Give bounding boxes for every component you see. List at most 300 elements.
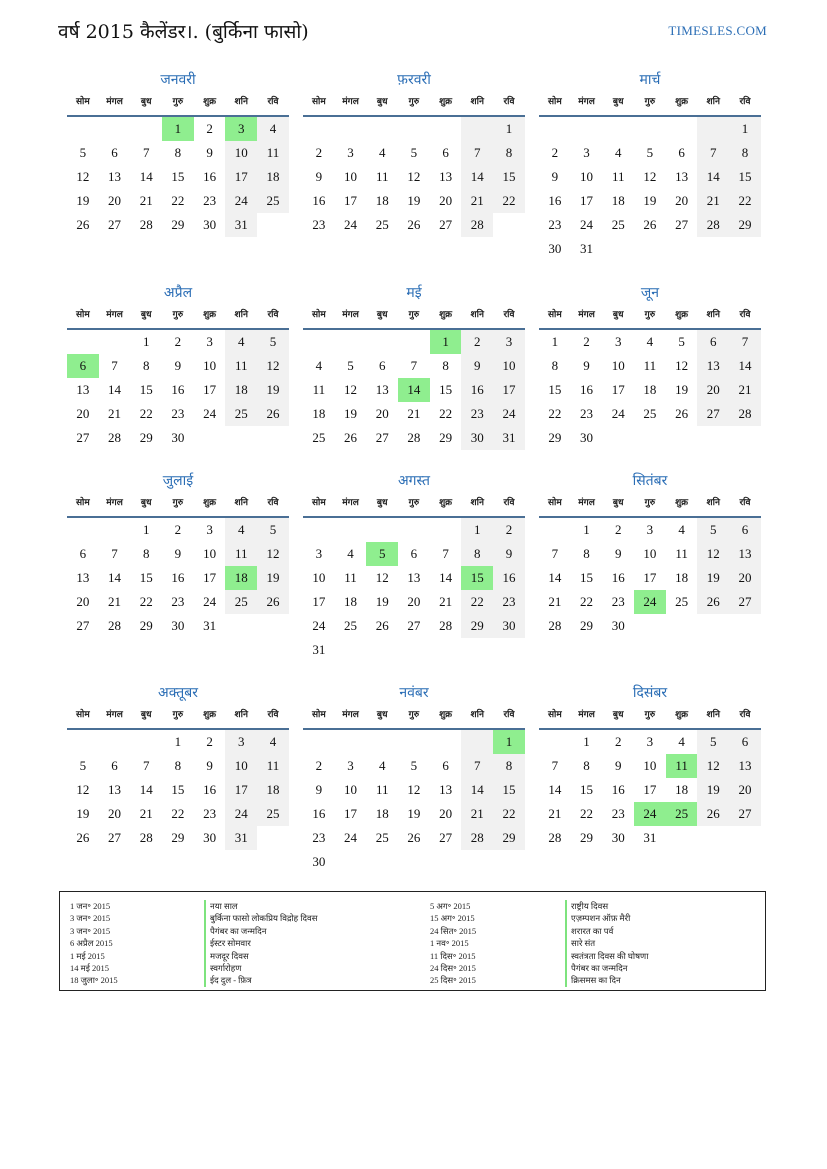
weekday-label: शुक्र bbox=[675, 310, 689, 320]
weekday-label: मंगल bbox=[342, 310, 359, 320]
day-blank bbox=[430, 730, 462, 754]
day-cell: 28 bbox=[407, 430, 421, 445]
weekday-label: मंगल bbox=[106, 498, 123, 508]
holiday-name: सारे संत bbox=[565, 937, 648, 949]
day-cell: 18 bbox=[375, 193, 389, 208]
day-cell: 19 bbox=[697, 566, 729, 590]
day-grid bbox=[539, 117, 761, 261]
weekday-label: शुक्र bbox=[439, 498, 453, 508]
day-blank bbox=[99, 730, 131, 754]
day-cell: 17 bbox=[312, 594, 326, 609]
day-cell: 10 bbox=[611, 358, 625, 373]
day-cell: 8 bbox=[551, 358, 559, 373]
month-4 bbox=[67, 282, 289, 450]
day-cell: 13 bbox=[375, 382, 389, 397]
holiday-name: ईस्टर सोमवार bbox=[204, 937, 318, 949]
day-cell: 6 bbox=[729, 730, 761, 754]
day-cell: 19 bbox=[375, 594, 389, 609]
weekday-label: सोम bbox=[547, 310, 562, 320]
day-cell: 7 bbox=[410, 358, 418, 373]
day-cell: 16 bbox=[611, 782, 625, 797]
day-cell: 10 bbox=[344, 782, 358, 797]
day-cell: 21 bbox=[407, 406, 421, 421]
day-blank bbox=[335, 117, 367, 141]
day-cell: 22 bbox=[461, 590, 493, 614]
day-cell: 19 bbox=[643, 193, 657, 208]
day-cell: 30 bbox=[580, 430, 594, 445]
weekday-label: रवि bbox=[503, 710, 515, 720]
weekday-label: गुरु bbox=[644, 498, 656, 508]
day-cell: 7 bbox=[461, 754, 493, 778]
day-cell: 9 bbox=[315, 782, 323, 797]
day-cell: 6 bbox=[442, 145, 449, 160]
month-5 bbox=[303, 282, 525, 450]
day-cell: 7 bbox=[461, 141, 493, 165]
day-cell-holiday: 15 bbox=[461, 566, 493, 590]
weekday-label: मंगल bbox=[578, 310, 595, 320]
weekday-label: सोम bbox=[547, 498, 562, 508]
day-cell: 23 bbox=[203, 193, 217, 208]
weekday-label: सोम bbox=[75, 97, 90, 107]
month-name: जुलाई bbox=[162, 473, 194, 489]
day-cell: 13 bbox=[407, 570, 421, 585]
weekday-header bbox=[539, 304, 761, 330]
day-cell: 15 bbox=[729, 165, 761, 189]
day-cell: 7 bbox=[442, 546, 449, 561]
day-cell: 26 bbox=[257, 590, 289, 614]
weekday-header bbox=[539, 91, 761, 117]
day-cell: 12 bbox=[643, 169, 657, 184]
day-cell: 28 bbox=[697, 213, 729, 237]
day-cell: 20 bbox=[439, 193, 453, 208]
day-cell: 3 bbox=[206, 522, 213, 537]
day-cell: 27 bbox=[675, 217, 689, 232]
holiday-date: 3 जन॰ 2015 bbox=[70, 925, 111, 936]
weekday-label: शनि bbox=[706, 310, 720, 320]
day-cell: 31 bbox=[312, 642, 326, 657]
day-cell: 27 bbox=[108, 830, 122, 845]
day-cell: 1 bbox=[493, 117, 525, 141]
weekday-label: शुक्र bbox=[203, 498, 217, 508]
weekday-label: शुक्र bbox=[675, 498, 689, 508]
day-cell: 14 bbox=[461, 165, 493, 189]
weekday-label: गुरु bbox=[644, 97, 656, 107]
day-cell: 23 bbox=[203, 806, 217, 821]
weekday-label: शुक्र bbox=[439, 710, 453, 720]
day-cell: 4 bbox=[257, 117, 289, 141]
day-cell: 27 bbox=[76, 430, 90, 445]
day-blank bbox=[335, 730, 367, 754]
holiday-date: 18 जुला॰ 2015 bbox=[70, 975, 118, 986]
month-name: सितंबर bbox=[632, 473, 668, 489]
day-cell: 21 bbox=[461, 189, 493, 213]
day-grid bbox=[67, 330, 289, 450]
day-cell: 12 bbox=[257, 354, 289, 378]
weekday-label: मंगल bbox=[342, 97, 359, 107]
day-cell: 24 bbox=[225, 802, 257, 826]
day-cell: 9 bbox=[174, 546, 182, 561]
day-cell-holiday: 6 bbox=[67, 354, 99, 378]
day-cell: 11 bbox=[257, 141, 289, 165]
day-cell: 12 bbox=[257, 542, 289, 566]
weekday-label: शनि bbox=[470, 97, 484, 107]
day-cell: 31 bbox=[493, 426, 525, 450]
day-cell: 27 bbox=[439, 830, 453, 845]
day-grid bbox=[303, 330, 525, 450]
day-cell: 5 bbox=[410, 758, 418, 773]
day-cell: 29 bbox=[548, 430, 562, 445]
day-cell: 27 bbox=[76, 618, 90, 633]
day-cell: 10 bbox=[493, 354, 525, 378]
day-cell: 25 bbox=[257, 802, 289, 826]
weekday-label: रवि bbox=[739, 310, 751, 320]
day-blank bbox=[335, 330, 367, 354]
day-cell: 10 bbox=[580, 169, 594, 184]
day-cell: 5 bbox=[257, 518, 289, 542]
weekday-label: बुध bbox=[612, 498, 624, 508]
day-grid bbox=[539, 730, 761, 850]
day-cell: 22 bbox=[171, 806, 185, 821]
day-cell: 16 bbox=[203, 169, 217, 184]
day-cell: 8 bbox=[442, 358, 449, 373]
weekday-label: सोम bbox=[311, 97, 326, 107]
day-cell: 2 bbox=[174, 522, 182, 537]
day-cell: 17 bbox=[643, 782, 657, 797]
day-blank bbox=[539, 730, 571, 754]
day-cell: 31 bbox=[225, 826, 257, 850]
day-cell: 29 bbox=[493, 826, 525, 850]
day-blank bbox=[539, 117, 571, 141]
weekday-label: मंगल bbox=[106, 97, 123, 107]
day-cell: 12 bbox=[697, 754, 729, 778]
weekday-label: गुरु bbox=[408, 97, 420, 107]
month-name: नवंबर bbox=[399, 685, 429, 701]
weekday-label: बुध bbox=[140, 310, 152, 320]
day-cell: 31 bbox=[203, 618, 217, 633]
brand-link[interactable]: TIMESLES.COM bbox=[668, 23, 767, 38]
day-cell: 23 bbox=[312, 217, 326, 232]
day-cell-holiday: 11 bbox=[666, 754, 698, 778]
month-name: मई bbox=[406, 285, 422, 301]
day-cell: 28 bbox=[548, 618, 562, 633]
weekday-label: गुरु bbox=[172, 310, 184, 320]
weekday-label: सोम bbox=[311, 498, 326, 508]
legend-names-right bbox=[565, 900, 648, 987]
day-blank bbox=[67, 330, 99, 354]
day-cell: 10 bbox=[203, 546, 217, 561]
weekday-label: शनि bbox=[470, 710, 484, 720]
day-blank bbox=[539, 518, 571, 542]
weekday-label: शनि bbox=[470, 498, 484, 508]
weekday-header bbox=[303, 704, 525, 730]
weekday-label: सोम bbox=[547, 710, 562, 720]
day-cell: 26 bbox=[344, 430, 358, 445]
day-cell: 25 bbox=[675, 594, 689, 609]
day-cell: 14 bbox=[729, 354, 761, 378]
day-cell: 2 bbox=[461, 330, 493, 354]
day-cell: 16 bbox=[171, 382, 185, 397]
day-cell: 30 bbox=[548, 241, 562, 256]
day-blank bbox=[99, 117, 131, 141]
weekday-label: गुरु bbox=[172, 498, 184, 508]
legend-dates-right bbox=[430, 900, 476, 987]
day-cell: 13 bbox=[729, 754, 761, 778]
day-cell: 6 bbox=[378, 358, 386, 373]
day-cell: 12 bbox=[407, 169, 421, 184]
day-cell-holiday: 18 bbox=[225, 566, 257, 590]
day-cell: 7 bbox=[697, 141, 729, 165]
day-cell: 7 bbox=[551, 546, 559, 561]
day-grid bbox=[303, 117, 525, 237]
day-grid bbox=[303, 730, 525, 874]
day-cell: 22 bbox=[493, 802, 525, 826]
day-cell: 19 bbox=[76, 193, 90, 208]
day-cell: 1 bbox=[142, 334, 150, 349]
day-blank bbox=[461, 730, 493, 754]
month-1 bbox=[67, 69, 289, 237]
day-cell: 18 bbox=[225, 378, 257, 402]
day-cell: 20 bbox=[76, 406, 90, 421]
day-cell: 25 bbox=[611, 217, 625, 232]
day-cell: 16 bbox=[493, 566, 525, 590]
day-cell: 7 bbox=[111, 358, 118, 373]
day-cell: 28 bbox=[108, 618, 122, 633]
day-grid bbox=[539, 330, 761, 450]
day-cell: 12 bbox=[76, 782, 90, 797]
day-cell-holiday: 1 bbox=[162, 117, 194, 141]
day-cell: 20 bbox=[407, 594, 421, 609]
day-cell: 17 bbox=[580, 193, 594, 208]
day-cell: 6 bbox=[111, 145, 118, 160]
weekday-label: गुरु bbox=[172, 710, 184, 720]
day-cell: 13 bbox=[108, 169, 122, 184]
holiday-date: 6 अप्रैल 2015 bbox=[70, 938, 113, 949]
day-cell-holiday: 3 bbox=[225, 117, 257, 141]
weekday-label: बुध bbox=[140, 498, 152, 508]
day-cell: 12 bbox=[407, 782, 421, 797]
month-name: दिसंबर bbox=[632, 685, 668, 701]
day-cell: 30 bbox=[171, 618, 185, 633]
day-cell: 1 bbox=[729, 117, 761, 141]
day-cell: 10 bbox=[225, 754, 257, 778]
weekday-label: शुक्र bbox=[439, 310, 453, 320]
day-cell: 4 bbox=[378, 758, 386, 773]
weekday-label: गुरु bbox=[408, 310, 420, 320]
weekday-label: शुक्र bbox=[203, 310, 217, 320]
weekday-label: गुरु bbox=[644, 710, 656, 720]
day-cell: 15 bbox=[439, 382, 453, 397]
weekday-label: शुक्र bbox=[439, 97, 453, 107]
day-cell: 5 bbox=[678, 334, 685, 349]
weekday-label: शुक्र bbox=[203, 97, 217, 107]
day-blank bbox=[67, 518, 99, 542]
day-cell: 24 bbox=[611, 406, 625, 421]
day-blank bbox=[366, 518, 398, 542]
month-name: अगस्त bbox=[397, 473, 430, 489]
day-cell: 8 bbox=[142, 358, 150, 373]
day-cell: 2 bbox=[614, 522, 622, 537]
holiday-name: स्वर्गारोहण bbox=[204, 962, 318, 974]
day-cell: 30 bbox=[493, 614, 525, 638]
day-cell: 15 bbox=[171, 782, 185, 797]
day-cell: 9 bbox=[206, 145, 213, 160]
day-blank bbox=[398, 730, 430, 754]
day-cell: 23 bbox=[548, 217, 562, 232]
day-cell: 5 bbox=[697, 518, 729, 542]
day-cell: 9 bbox=[614, 546, 622, 561]
weekday-label: सोम bbox=[75, 710, 90, 720]
day-blank bbox=[461, 117, 493, 141]
day-cell: 30 bbox=[171, 430, 185, 445]
day-cell: 14 bbox=[139, 169, 153, 184]
weekday-label: गुरु bbox=[408, 498, 420, 508]
day-cell: 30 bbox=[312, 854, 326, 869]
weekday-label: गुरु bbox=[408, 710, 420, 720]
weekday-label: गुरु bbox=[644, 310, 656, 320]
day-cell: 3 bbox=[493, 330, 525, 354]
day-cell: 11 bbox=[375, 782, 389, 797]
weekday-label: बुध bbox=[612, 97, 624, 107]
day-cell: 29 bbox=[580, 618, 594, 633]
day-cell: 15 bbox=[548, 382, 562, 397]
day-cell: 3 bbox=[347, 145, 354, 160]
holiday-date: 3 जन॰ 2015 bbox=[70, 913, 111, 924]
day-blank bbox=[398, 518, 430, 542]
day-cell: 11 bbox=[643, 358, 657, 373]
day-cell: 14 bbox=[548, 782, 562, 797]
weekday-label: शुक्र bbox=[675, 710, 689, 720]
day-cell: 15 bbox=[580, 782, 594, 797]
day-cell: 5 bbox=[79, 145, 87, 160]
day-cell: 10 bbox=[344, 169, 358, 184]
weekday-label: शनि bbox=[706, 710, 720, 720]
day-cell: 7 bbox=[729, 330, 761, 354]
weekday-label: बुध bbox=[376, 498, 388, 508]
day-grid bbox=[67, 117, 289, 237]
weekday-label: रवि bbox=[503, 310, 515, 320]
weekday-label: रवि bbox=[503, 97, 515, 107]
day-cell: 19 bbox=[344, 406, 358, 421]
day-blank bbox=[67, 117, 99, 141]
day-cell: 8 bbox=[461, 542, 493, 566]
day-blank bbox=[67, 730, 99, 754]
day-cell: 17 bbox=[493, 378, 525, 402]
day-cell: 28 bbox=[729, 402, 761, 426]
day-blank bbox=[303, 330, 335, 354]
day-cell: 15 bbox=[580, 570, 594, 585]
day-cell: 13 bbox=[675, 169, 689, 184]
day-cell: 22 bbox=[580, 594, 594, 609]
month-2 bbox=[303, 69, 525, 237]
day-cell: 20 bbox=[76, 594, 90, 609]
day-cell: 20 bbox=[375, 406, 389, 421]
day-cell: 16 bbox=[461, 378, 493, 402]
weekday-label: रवि bbox=[503, 498, 515, 508]
day-cell: 19 bbox=[407, 806, 421, 821]
weekday-label: रवि bbox=[739, 97, 751, 107]
weekday-label: रवि bbox=[267, 498, 279, 508]
day-blank bbox=[303, 117, 335, 141]
day-cell: 20 bbox=[108, 806, 122, 821]
day-cell: 8 bbox=[729, 141, 761, 165]
day-cell: 11 bbox=[225, 354, 257, 378]
day-cell: 5 bbox=[697, 730, 729, 754]
day-grid bbox=[303, 518, 525, 662]
day-cell: 6 bbox=[442, 758, 449, 773]
day-cell: 3 bbox=[347, 758, 354, 773]
weekday-label: बुध bbox=[140, 710, 152, 720]
day-cell: 10 bbox=[643, 546, 657, 561]
day-blank bbox=[366, 730, 398, 754]
weekday-label: मंगल bbox=[578, 97, 595, 107]
weekday-label: शनि bbox=[234, 310, 248, 320]
weekday-label: मंगल bbox=[342, 498, 359, 508]
weekday-label: शनि bbox=[706, 498, 720, 508]
day-cell: 18 bbox=[675, 570, 689, 585]
day-blank bbox=[398, 330, 430, 354]
day-cell: 29 bbox=[139, 618, 153, 633]
day-cell: 17 bbox=[344, 806, 358, 821]
day-cell: 3 bbox=[614, 334, 622, 349]
day-cell: 18 bbox=[344, 594, 358, 609]
day-cell: 12 bbox=[375, 570, 389, 585]
legend-dates-left bbox=[70, 900, 118, 987]
day-cell: 9 bbox=[551, 169, 559, 184]
day-cell: 9 bbox=[206, 758, 213, 773]
day-cell: 14 bbox=[548, 570, 562, 585]
day-cell: 16 bbox=[312, 806, 326, 821]
day-cell: 24 bbox=[344, 217, 358, 232]
day-cell: 6 bbox=[678, 145, 685, 160]
month-10 bbox=[67, 682, 289, 850]
day-cell: 1 bbox=[583, 522, 590, 537]
day-cell: 18 bbox=[611, 193, 625, 208]
day-blank bbox=[430, 518, 462, 542]
day-cell: 13 bbox=[439, 169, 453, 184]
day-cell: 11 bbox=[312, 382, 326, 397]
day-cell: 21 bbox=[461, 802, 493, 826]
day-cell: 2 bbox=[493, 518, 525, 542]
day-cell: 3 bbox=[646, 522, 654, 537]
day-cell: 15 bbox=[139, 570, 153, 585]
day-cell: 4 bbox=[315, 358, 323, 373]
holiday-date: 24 दिस॰ 2015 bbox=[430, 962, 476, 973]
holiday-name: राष्ट्रीय दिवस bbox=[565, 900, 648, 912]
day-cell: 8 bbox=[493, 754, 525, 778]
day-cell: 12 bbox=[76, 169, 90, 184]
day-cell: 21 bbox=[548, 594, 562, 609]
day-cell: 17 bbox=[643, 570, 657, 585]
day-cell: 2 bbox=[315, 758, 323, 773]
day-cell: 5 bbox=[257, 330, 289, 354]
day-cell: 13 bbox=[729, 542, 761, 566]
day-cell: 29 bbox=[580, 830, 594, 845]
weekday-label: मंगल bbox=[342, 710, 359, 720]
holiday-name: नया साल bbox=[204, 900, 318, 912]
day-cell-holiday: 14 bbox=[398, 378, 430, 402]
month-name: मार्च bbox=[639, 72, 661, 88]
day-cell: 30 bbox=[203, 217, 217, 232]
day-cell: 25 bbox=[344, 618, 358, 633]
day-cell: 21 bbox=[139, 806, 153, 821]
day-cell: 20 bbox=[439, 806, 453, 821]
day-cell: 4 bbox=[678, 734, 685, 749]
day-cell: 18 bbox=[257, 778, 289, 802]
day-cell: 26 bbox=[257, 402, 289, 426]
day-cell: 27 bbox=[729, 590, 761, 614]
day-cell: 4 bbox=[378, 145, 386, 160]
day-cell: 14 bbox=[108, 382, 122, 397]
